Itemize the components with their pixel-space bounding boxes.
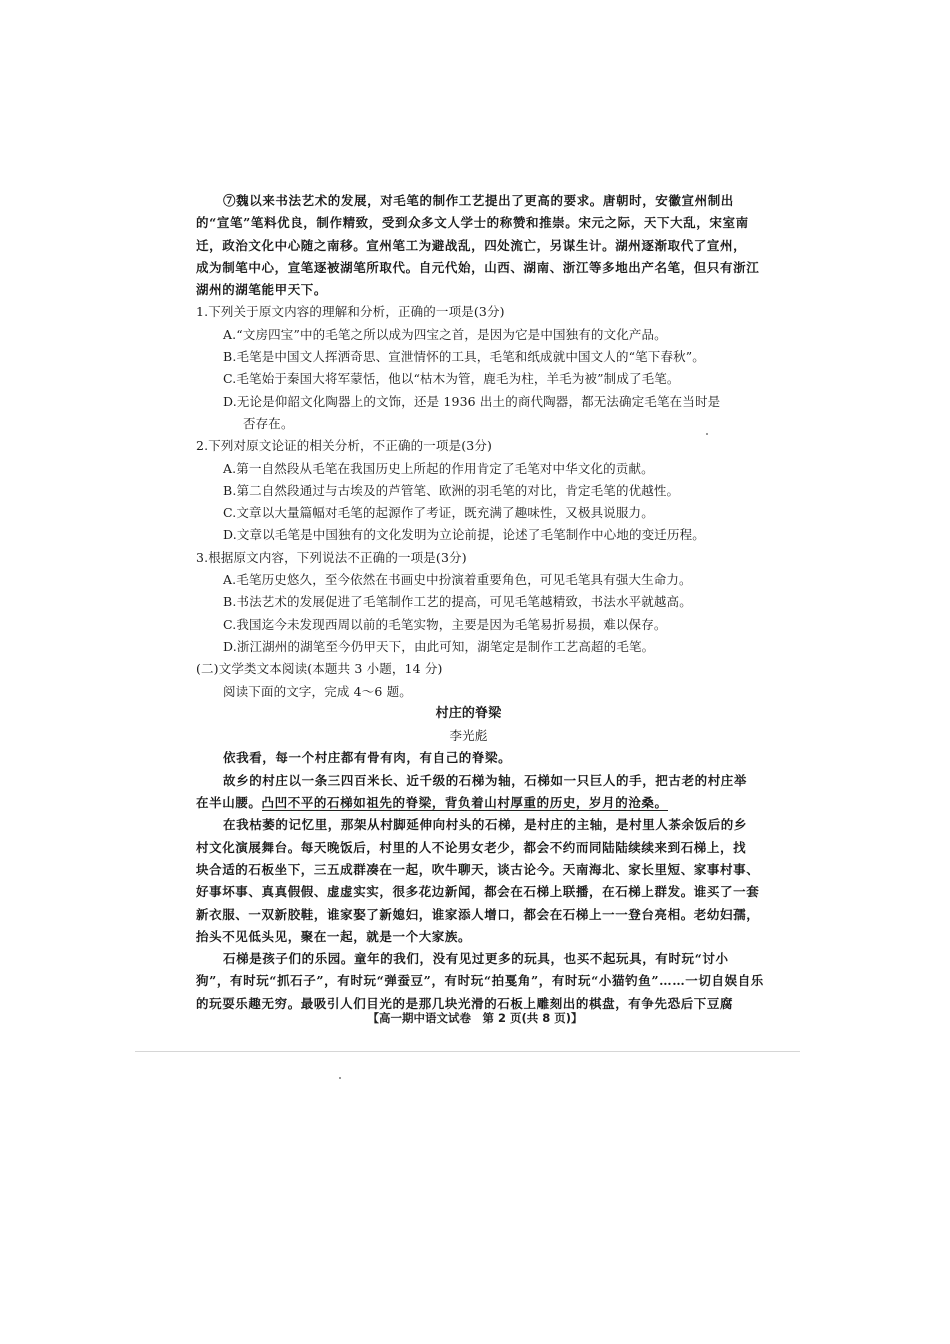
option-b: B.毛笔是中国文人挥洒奇思、宣泄情怀的工具，毛笔和纸成就中国文人的“笔下春秋”。 bbox=[223, 349, 705, 365]
story-paragraph-3-line: 村文化演展舞台。每天晚饭后，村里的人不论男女老少，都会不约而同陆陆续续来到石梯上，找 bbox=[196, 839, 747, 855]
section-instruction: 阅读下面的文字，完成 4～6 题。 bbox=[223, 683, 412, 699]
page-footer: 【高一期中语文试卷 第 2 页(共 8 页)】 bbox=[367, 1011, 583, 1025]
option-a: A.毛笔历史悠久，至今依然在书画史中扮演着重要角色，可见毛笔具有强大生命力。 bbox=[223, 572, 692, 588]
underlined-sentence: 凸凹不平的石梯如祖先的脊梁，背负着山村厚重的历史，岁月的沧桑。 bbox=[261, 795, 668, 811]
passage-line: 湖州的湖笔能甲天下。 bbox=[196, 282, 328, 298]
question-2 bbox=[196, 435, 741, 546]
question-stem: 2.下列对原文论证的相关分析，不正确的一项是(3分) bbox=[196, 438, 493, 454]
story-paragraph-2-line: 故乡的村庄以一条三四百米长、近千级的石梯为轴，石梯如一只巨人的手，把古老的村庄举 bbox=[223, 772, 748, 788]
story-body bbox=[196, 747, 764, 1015]
option-b: B.书法艺术的发展促进了毛笔制作工艺的提高，可见毛笔越精致，书法水平就越高。 bbox=[223, 594, 692, 610]
exam-page-content bbox=[196, 190, 764, 1015]
question-1 bbox=[196, 301, 741, 435]
scan-speck bbox=[706, 433, 708, 435]
option-d-continuation: 否存在。 bbox=[243, 415, 294, 431]
option-a: A.“文房四宝”中的毛笔之所以成为四宝之首，是因为它是中国独有的文化产品。 bbox=[223, 326, 667, 342]
option-d: D.无论是仰韶文化陶器上的文饰，还是 1936 出土的商代陶器，都无法确定毛笔在当时是 bbox=[223, 393, 721, 409]
passage-paragraph-7 bbox=[196, 190, 760, 301]
passage-line: 成为制笔中心，宣笔逐被湖笔所取代。自元代始，山西、湖南、浙江等多地出产名笔，但只有浙江 bbox=[196, 259, 760, 275]
story-paragraph-3-line: 好事坏事、真真假假、虚虚实实，很多花边新闻，都会在石梯上联播，在石梯上群发。谁买了一套 bbox=[196, 884, 760, 900]
option-c: C.毛笔始于秦国大将军蒙恬，他以“枯木为管，鹿毛为柱，羊毛为被”制成了毛笔。 bbox=[223, 371, 680, 387]
story-paragraph-3-line: 块合适的石板坐下，三五成群凑在一起，吹牛聊天，谈古论今。天南海北、家长里短、家事村事、 bbox=[196, 861, 760, 877]
option-d: D.浙江湖州的湖笔至今仍甲天下，由此可知，湖笔定是制作工艺高超的毛笔。 bbox=[223, 638, 655, 654]
story-author: 李光彪 bbox=[449, 728, 488, 744]
scan-speck bbox=[339, 1077, 341, 1079]
question-stem: 1.下列关于原文内容的理解和分析，正确的一项是(3分) bbox=[196, 304, 505, 320]
story-paragraph-3-line: 抬头不见低头见，聚在一起，就是一个大家族。 bbox=[196, 928, 472, 944]
story-title: 村庄的脊梁 bbox=[435, 705, 502, 721]
story-paragraph-2-line bbox=[196, 792, 741, 814]
story-paragraph-4-line: 的玩耍乐趣无穷。最吸引人们目光的是那几块光滑的石板上雕刻出的棋盘，有争先恐后下豆腐 bbox=[196, 995, 734, 1011]
question-3 bbox=[196, 547, 741, 658]
story-paragraph-4-line: 石梯是孩子们的乐园。童年的我们，没有见过更多的玩具，也买不起玩具，有时玩“讨小 bbox=[223, 951, 729, 967]
option-a: A.第一自然段从毛笔在我国历史上所起的作用肯定了毛笔对中华文化的贡献。 bbox=[223, 460, 654, 476]
passage-line: 迁，政治文化中心随之南移。宣州笔工为避战乱，四处流亡，另谋生计。湖州逐渐取代了宣州， bbox=[196, 237, 747, 253]
option-b: B.第二自然段通过与古埃及的芦管笔、欧洲的羽毛笔的对比，肯定毛笔的优越性。 bbox=[223, 482, 680, 498]
scan-edge-divider bbox=[135, 1051, 800, 1052]
option-c: C.我国迄今未发现西周以前的毛笔实物，主要是因为毛笔易折易损，难以保存。 bbox=[223, 616, 667, 632]
question-stem: 3.根据原文内容，下列说法不正确的一项是(3分) bbox=[196, 549, 467, 565]
passage-line: 的“宣笔”笔料优良，制作精致，受到众多文人学士的称赞和推崇。宋元之际，天下大乱，宋室南 bbox=[196, 215, 749, 231]
passage-line: ⑦魏以来书法艺术的发展，对毛笔的制作工艺提出了更高的要求。唐朝时，安徽宣州制出 bbox=[223, 193, 734, 208]
story-paragraph-4-line: 狗”，有时玩“抓石子”，有时玩“弹蚕豆”，有时玩“拍戛角”，有时玩“小猫钓鱼”……一切自娱自乐 bbox=[196, 973, 764, 989]
plain-text: 在半山腰。 bbox=[196, 795, 262, 811]
option-d: D.文章以毛笔是中国独有的文化发明为立论前提，论述了毛笔制作中心地的变迁历程。 bbox=[223, 527, 705, 543]
story-paragraph-3-line: 新衣服、一双新胶鞋，谁家娶了新媳妇，谁家添人增口，都会在石梯上一一登台亮相。老幼妇孺， bbox=[196, 906, 760, 922]
story-paragraph-1: 依我看，每一个村庄都有骨有肉，有自己的脊梁。 bbox=[223, 750, 512, 766]
option-c: C.文章以大量篇幅对毛笔的起源作了考证，既充满了趣味性，又极具说服力。 bbox=[223, 505, 654, 521]
story-paragraph-3-line: 在我枯萎的记忆里，那架从村脚延伸向村头的石梯，是村庄的主轴，是村里人茶余饭后的乡 bbox=[223, 817, 748, 833]
section-heading: (二)文学类文本阅读(本题共 3 小题，14 分) bbox=[196, 661, 443, 677]
